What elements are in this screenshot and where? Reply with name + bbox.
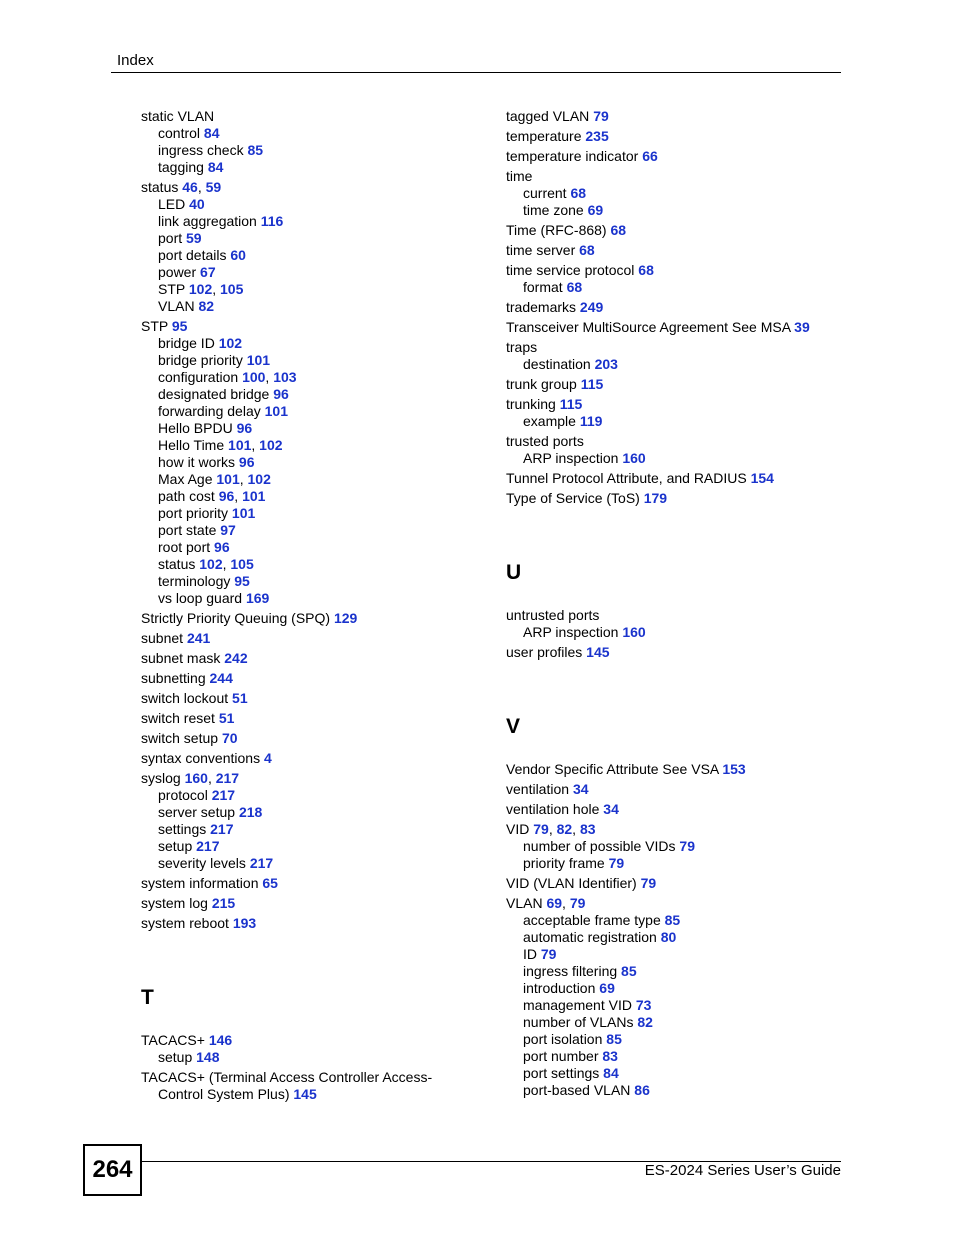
index-term: Vendor Specific Attribute See VSA bbox=[506, 761, 719, 777]
index-entry bbox=[141, 108, 471, 125]
page-link[interactable]: 217 bbox=[215, 770, 240, 786]
index-entry bbox=[506, 1048, 836, 1065]
page-link[interactable]: 84 bbox=[207, 159, 224, 175]
index-term: destination bbox=[523, 356, 591, 372]
page-link[interactable]: 217 bbox=[196, 838, 220, 854]
index-entry bbox=[141, 213, 471, 230]
page-link[interactable]: 39 bbox=[794, 319, 810, 335]
index-entry bbox=[506, 1065, 836, 1082]
index-entry bbox=[141, 420, 471, 437]
index-entry bbox=[506, 1014, 836, 1031]
page-link[interactable]: 65 bbox=[262, 875, 278, 891]
index-entry bbox=[141, 125, 471, 142]
page-link[interactable]: 84 bbox=[603, 1065, 619, 1081]
index-term: Time (RFC-868) bbox=[506, 222, 607, 238]
index-entry: status 46, 59 bbox=[141, 179, 222, 195]
page-link[interactable]: 103 bbox=[273, 369, 297, 385]
index-term: bridge priority bbox=[158, 352, 243, 368]
index-entry bbox=[141, 386, 471, 403]
page-link[interactable]: 80 bbox=[660, 929, 677, 945]
index-entry bbox=[506, 242, 836, 259]
page-link[interactable]: 101 bbox=[246, 352, 271, 368]
page-link[interactable]: 249 bbox=[579, 299, 604, 315]
page-link[interactable]: 82 bbox=[198, 298, 215, 314]
index-entry bbox=[141, 159, 471, 176]
index-section-letter: U bbox=[506, 561, 522, 584]
page-link[interactable]: 79 bbox=[679, 838, 695, 854]
index-term: path cost bbox=[158, 488, 215, 504]
index-term: VID bbox=[506, 821, 530, 837]
index-term: bridge ID bbox=[158, 335, 215, 351]
index-entry bbox=[506, 222, 836, 239]
index-term: time zone bbox=[523, 202, 584, 218]
page-link[interactable]: 145 bbox=[293, 1086, 317, 1102]
index-term: tagged VLAN bbox=[506, 108, 590, 124]
index-term: format bbox=[523, 279, 563, 295]
page-link[interactable]: 69 bbox=[587, 202, 604, 218]
index-entry bbox=[141, 142, 471, 159]
index-term: ID bbox=[523, 946, 537, 962]
index-term: status bbox=[158, 556, 196, 572]
index-term: syslog bbox=[141, 770, 181, 786]
page-link[interactable]: 217 bbox=[249, 855, 274, 871]
page-link[interactable]: 95 bbox=[234, 573, 250, 589]
index-entry bbox=[141, 573, 471, 590]
page-link[interactable]: 79 bbox=[540, 946, 557, 962]
index-term: VLAN bbox=[506, 895, 543, 911]
index-term: protocol bbox=[158, 787, 208, 803]
index-term: syntax conventions bbox=[141, 750, 261, 766]
index-entry bbox=[141, 787, 471, 804]
index-term: Control System Plus) bbox=[158, 1086, 290, 1102]
page-link[interactable]: 59 bbox=[186, 230, 202, 246]
index-entry bbox=[141, 650, 471, 667]
index-entry bbox=[141, 318, 471, 335]
index-term: how it works bbox=[158, 454, 236, 470]
index-entry bbox=[506, 963, 836, 980]
page-link[interactable]: 129 bbox=[333, 610, 358, 626]
index-entry bbox=[506, 168, 836, 185]
index-term: Hello BPDU bbox=[158, 420, 233, 436]
index-entry bbox=[141, 1049, 471, 1066]
page-link[interactable]: 97 bbox=[220, 522, 236, 538]
page-link[interactable]: 82 bbox=[556, 821, 573, 837]
page-link[interactable]: 146 bbox=[208, 1032, 233, 1048]
index-term: terminology bbox=[158, 573, 231, 589]
index-term: trunk group bbox=[506, 376, 577, 392]
index-term: trusted ports bbox=[506, 433, 584, 449]
page-link[interactable]: 235 bbox=[585, 128, 609, 144]
page-link[interactable]: 79 bbox=[593, 108, 609, 124]
index-term: port state bbox=[158, 522, 217, 538]
index-entry bbox=[506, 997, 836, 1014]
index-term: root port bbox=[158, 539, 211, 555]
index-term: system reboot bbox=[141, 915, 229, 931]
page-link[interactable]: 96 bbox=[273, 386, 289, 402]
index-term: switch lockout bbox=[141, 690, 229, 706]
index-term: control bbox=[158, 125, 201, 141]
page-link[interactable]: 68 bbox=[566, 279, 583, 295]
page-link[interactable]: 102 bbox=[188, 281, 213, 297]
index-entry bbox=[506, 1082, 836, 1099]
page-link[interactable]: 218 bbox=[238, 804, 263, 820]
index-entry: Hello Time 101, 102 bbox=[158, 437, 283, 453]
page-link[interactable]: 68 bbox=[570, 185, 587, 201]
index-term: port settings bbox=[523, 1065, 600, 1081]
index-entry bbox=[506, 761, 836, 778]
page-link[interactable]: 154 bbox=[750, 470, 774, 486]
page-link[interactable]: 34 bbox=[572, 781, 589, 797]
page-link[interactable]: 101 bbox=[216, 471, 240, 487]
index-entry bbox=[506, 148, 836, 165]
index-entry bbox=[506, 801, 836, 818]
index-term: TACACS+ (Terminal Access Controller Access- bbox=[141, 1069, 433, 1085]
index-term: VLAN bbox=[158, 298, 195, 314]
index-term: status bbox=[141, 179, 179, 195]
index-term: temperature indicator bbox=[506, 148, 639, 164]
index-term: trademarks bbox=[506, 299, 577, 315]
index-term: Type of Service (ToS) bbox=[506, 490, 640, 506]
index-entry bbox=[141, 454, 471, 471]
index-entry bbox=[141, 875, 471, 892]
index-term: trunking bbox=[506, 396, 556, 412]
page-link[interactable]: 115 bbox=[580, 376, 604, 392]
page-link[interactable]: 60 bbox=[230, 247, 246, 263]
index-entry bbox=[141, 710, 471, 727]
page-link[interactable]: 82 bbox=[637, 1014, 653, 1030]
index-entry: VLAN 69, 79 bbox=[506, 895, 586, 911]
page-link[interactable]: 86 bbox=[634, 1082, 650, 1098]
index-entry bbox=[141, 1086, 471, 1103]
index-entry bbox=[141, 247, 471, 264]
index-term: traps bbox=[506, 339, 538, 355]
index-entry bbox=[506, 781, 836, 798]
index-entry bbox=[506, 356, 836, 373]
index-term: VID (VLAN Identifier) bbox=[506, 875, 637, 891]
index-term: example bbox=[523, 413, 576, 429]
index-entry bbox=[141, 590, 471, 607]
index-entry bbox=[141, 335, 471, 352]
page-link[interactable]: 105 bbox=[220, 281, 244, 297]
page-link[interactable]: 95 bbox=[171, 318, 188, 334]
index-term: introduction bbox=[523, 980, 596, 996]
page-link[interactable]: 69 bbox=[599, 980, 615, 996]
index-entry bbox=[141, 690, 471, 707]
page-link[interactable]: 68 bbox=[579, 242, 595, 258]
page-link[interactable]: 85 bbox=[606, 1031, 622, 1047]
page-link[interactable]: 59 bbox=[205, 179, 222, 195]
index-term: number of VLANs bbox=[523, 1014, 634, 1030]
index-entry bbox=[506, 339, 836, 356]
index-entry bbox=[506, 279, 836, 296]
index-entry bbox=[506, 108, 836, 125]
index-term: automatic registration bbox=[523, 929, 657, 945]
page-link[interactable]: 179 bbox=[643, 490, 668, 506]
page-link[interactable]: 70 bbox=[221, 730, 238, 746]
index-term: Tunnel Protocol Attribute, and RADIUS bbox=[506, 470, 747, 486]
page-link[interactable]: 102 bbox=[247, 471, 271, 487]
index-entry bbox=[141, 196, 471, 213]
page-link[interactable]: 67 bbox=[200, 264, 216, 280]
index-term: system log bbox=[141, 895, 208, 911]
page-link[interactable]: 102 bbox=[259, 437, 283, 453]
index-term: settings bbox=[158, 821, 207, 837]
page-link[interactable]: 96 bbox=[214, 539, 230, 555]
page-link[interactable]: 101 bbox=[231, 505, 256, 521]
page-link[interactable]: 51 bbox=[232, 690, 248, 706]
index-entry bbox=[506, 433, 836, 450]
index-term: Strictly Priority Queuing (SPQ) bbox=[141, 610, 331, 626]
index-entry bbox=[141, 630, 471, 647]
index-entry: STP 102, 105 bbox=[158, 281, 244, 297]
index-term: LED bbox=[158, 196, 186, 212]
index-entry bbox=[506, 319, 836, 336]
index-term: time server bbox=[506, 242, 576, 258]
index-entry: status 102, 105 bbox=[158, 556, 254, 572]
page-link[interactable]: 34 bbox=[603, 801, 619, 817]
index-entry bbox=[141, 804, 471, 821]
page-link[interactable]: 4 bbox=[263, 750, 272, 766]
index-entry bbox=[141, 855, 471, 872]
index-term: time service protocol bbox=[506, 262, 635, 278]
index-term: tagging bbox=[158, 159, 204, 175]
index-term: current bbox=[523, 185, 567, 201]
page-link[interactable]: 51 bbox=[218, 710, 235, 726]
index-term: vs loop guard bbox=[158, 590, 243, 606]
index-entry bbox=[141, 505, 471, 522]
index-entry bbox=[506, 1031, 836, 1048]
index-term: port details bbox=[158, 247, 227, 263]
page-link[interactable]: 79 bbox=[569, 895, 586, 911]
index-term: Max Age bbox=[158, 471, 213, 487]
index-entry bbox=[141, 298, 471, 315]
index-entry bbox=[141, 895, 471, 912]
index-entry bbox=[506, 413, 836, 430]
index-term: configuration bbox=[158, 369, 239, 385]
index-entry bbox=[141, 915, 471, 932]
index-term: temperature bbox=[506, 128, 582, 144]
page-link[interactable]: 85 bbox=[621, 963, 637, 979]
index-entry bbox=[506, 185, 836, 202]
index-entry bbox=[506, 450, 836, 467]
page-link[interactable]: 83 bbox=[579, 821, 596, 837]
index-term: acceptable frame type bbox=[523, 912, 661, 928]
index-term: STP bbox=[158, 281, 185, 297]
index-entry bbox=[141, 264, 471, 281]
page-link[interactable]: 242 bbox=[224, 650, 248, 666]
page-link[interactable]: 96 bbox=[238, 454, 255, 470]
page-link[interactable]: 69 bbox=[546, 895, 563, 911]
index-term: static VLAN bbox=[141, 108, 215, 124]
index-term: ingress filtering bbox=[523, 963, 618, 979]
index-term: Transceiver MultiSource Agreement See MSA bbox=[506, 319, 791, 335]
page-link[interactable]: 46 bbox=[182, 179, 198, 195]
page-link[interactable]: 40 bbox=[189, 196, 205, 212]
page-link[interactable]: 203 bbox=[594, 356, 618, 372]
index-entry bbox=[506, 929, 836, 946]
index-term: untrusted ports bbox=[506, 607, 600, 623]
index-entry bbox=[506, 838, 836, 855]
index-column-left bbox=[141, 108, 471, 1103]
index-entry bbox=[506, 490, 836, 507]
index-entry bbox=[506, 875, 836, 892]
page-link[interactable]: 83 bbox=[602, 1048, 618, 1064]
index-entry bbox=[141, 610, 471, 627]
index-term: port number bbox=[523, 1048, 599, 1064]
page-link[interactable]: 96 bbox=[236, 420, 253, 436]
page-link[interactable]: 73 bbox=[635, 997, 652, 1013]
index-term: port priority bbox=[158, 505, 229, 521]
page-link[interactable]: 101 bbox=[264, 403, 288, 419]
index-term: power bbox=[158, 264, 197, 280]
page-number: 264 bbox=[92, 1156, 133, 1183]
page-link[interactable]: 215 bbox=[211, 895, 236, 911]
index-term: ventilation bbox=[506, 781, 570, 797]
page-link[interactable]: 244 bbox=[209, 670, 233, 686]
index-entry bbox=[141, 522, 471, 539]
index-entry bbox=[141, 352, 471, 369]
index-section-letter: T bbox=[141, 986, 154, 1009]
index-entry bbox=[141, 1069, 471, 1086]
index-entry bbox=[506, 946, 836, 963]
page-link[interactable]: 115 bbox=[559, 396, 583, 412]
index-term: subnet mask bbox=[141, 650, 221, 666]
index-entry bbox=[506, 607, 836, 624]
index-entry bbox=[141, 1032, 471, 1049]
index-entry bbox=[141, 670, 471, 687]
index-term: TACACS+ bbox=[141, 1032, 205, 1048]
index-term: subnetting bbox=[141, 670, 206, 686]
page-link[interactable]: 241 bbox=[186, 630, 211, 646]
page-link[interactable]: 105 bbox=[230, 556, 254, 572]
index-term: port-based VLAN bbox=[523, 1082, 631, 1098]
index-section-letter: V bbox=[506, 715, 521, 738]
index-term: switch setup bbox=[141, 730, 219, 746]
index-entry bbox=[506, 980, 836, 997]
page-link[interactable]: 102 bbox=[218, 335, 243, 351]
page-header bbox=[111, 52, 841, 73]
index-entry bbox=[506, 128, 836, 145]
index-entry bbox=[506, 624, 836, 641]
index-term: setup bbox=[158, 838, 193, 854]
index-entry bbox=[506, 912, 836, 929]
index-term: STP bbox=[141, 318, 168, 334]
index-term: Hello Time bbox=[158, 437, 225, 453]
index-term: setup bbox=[158, 1049, 193, 1065]
index-term: link aggregation bbox=[158, 213, 257, 229]
page-link[interactable]: 101 bbox=[228, 437, 252, 453]
index-entry bbox=[506, 855, 836, 872]
page-link[interactable]: 169 bbox=[245, 590, 270, 606]
index-entry bbox=[506, 299, 836, 316]
index-term: time bbox=[506, 168, 533, 184]
index-entry bbox=[141, 539, 471, 556]
index-entry bbox=[141, 230, 471, 247]
page-link[interactable]: 217 bbox=[211, 787, 236, 803]
page-link[interactable]: 85 bbox=[247, 142, 264, 158]
index-entry: path cost 96, 101 bbox=[158, 488, 266, 504]
page-link[interactable]: 193 bbox=[232, 915, 257, 931]
index-entry: VID 79, 82, 83 bbox=[506, 821, 596, 837]
index-term: subnet bbox=[141, 630, 184, 646]
index-entry: configuration 100, 103 bbox=[158, 369, 297, 385]
index-term: port isolation bbox=[523, 1031, 603, 1047]
index-term: ARP inspection bbox=[523, 450, 619, 466]
index-term: forwarding delay bbox=[158, 403, 261, 419]
page-link[interactable]: 100 bbox=[242, 369, 266, 385]
page-link[interactable]: 116 bbox=[260, 213, 284, 229]
index-entry bbox=[141, 838, 471, 855]
page-link[interactable]: 68 bbox=[610, 222, 627, 238]
index-term: port bbox=[158, 230, 183, 246]
index-entry: syslog 160, 217 bbox=[141, 770, 240, 786]
index-term: priority frame bbox=[523, 855, 605, 871]
index-term: server setup bbox=[158, 804, 236, 820]
index-term: severity levels bbox=[158, 855, 246, 871]
index-term: management VID bbox=[523, 997, 632, 1013]
index-term: designated bridge bbox=[158, 386, 270, 402]
page-link[interactable]: 96 bbox=[218, 488, 235, 504]
index-entry bbox=[506, 376, 836, 393]
index-term: switch reset bbox=[141, 710, 215, 726]
page-link[interactable]: 160 bbox=[184, 770, 208, 786]
page-link[interactable]: 79 bbox=[608, 855, 625, 871]
page-link[interactable]: 101 bbox=[242, 488, 266, 504]
page-link[interactable]: 84 bbox=[203, 125, 220, 141]
page-number-box bbox=[83, 1144, 142, 1196]
page-link[interactable]: 160 bbox=[622, 624, 646, 640]
page-link[interactable]: 85 bbox=[664, 912, 681, 928]
index-entry bbox=[506, 202, 836, 219]
index-entry bbox=[141, 403, 471, 420]
index-term: system information bbox=[141, 875, 259, 891]
page-link[interactable]: 68 bbox=[638, 262, 654, 278]
guide-title: ES-2024 Series User’s Guide bbox=[644, 1162, 841, 1179]
page-link[interactable]: 217 bbox=[210, 821, 234, 837]
page-link[interactable]: 79 bbox=[533, 821, 549, 837]
index-entry bbox=[506, 470, 836, 487]
index-entry bbox=[506, 396, 836, 413]
page-link[interactable]: 119 bbox=[579, 413, 603, 429]
index-term: ingress check bbox=[158, 142, 244, 158]
index-entry: Max Age 101, 102 bbox=[158, 471, 271, 487]
index-entry bbox=[506, 644, 836, 661]
header-title: Index bbox=[117, 52, 154, 69]
page-link[interactable]: 148 bbox=[196, 1049, 220, 1065]
index-entry bbox=[141, 750, 471, 767]
index-entry bbox=[141, 730, 471, 747]
index-term: ventilation hole bbox=[506, 801, 600, 817]
page-link[interactable]: 160 bbox=[622, 450, 646, 466]
index-column-right bbox=[506, 108, 836, 1099]
index-entry bbox=[506, 262, 836, 279]
page-link[interactable]: 66 bbox=[642, 148, 658, 164]
index-term: ARP inspection bbox=[523, 624, 619, 640]
index-entry bbox=[141, 821, 471, 838]
index-term: user profiles bbox=[506, 644, 583, 660]
page-link[interactable]: 145 bbox=[586, 644, 610, 660]
page-link[interactable]: 79 bbox=[640, 875, 657, 891]
page-link[interactable]: 153 bbox=[722, 761, 746, 777]
page-link[interactable]: 102 bbox=[199, 556, 223, 572]
index-term: number of possible VIDs bbox=[523, 838, 676, 854]
